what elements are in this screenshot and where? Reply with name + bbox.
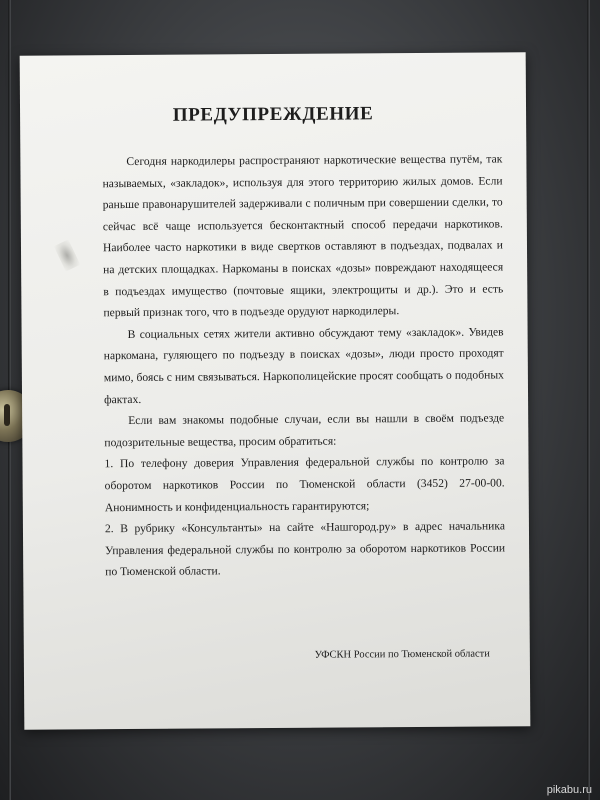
notice-paragraph-2: В социальных сетях жители активно обсуждают тему «закладок». Увидев наркомана, гуляющего по подъезду в поисках «дозы», люди просто проходят мимо, боясь с ним связываться. Наркополицейские просят сообщать о подобных фактах. — [103, 325, 504, 406]
notice-paragraph-1: Сегодня наркодилеры распространяют наркотические вещества путём, так называемых, «закладок», используя для этого территорию жилых домов. Если раньше правонарушителей задерживали с поличным при совершении сделки, то сейчас всё чаще используется бесконтактный способ передачи наркотиков. Наиболее часто наркотики в виде свертков оставляют в подъездах, подвалах и на детских площадках. Наркоманы в поисках «дозы» повреждают находящееся в подъездах имущество (почтовые ящики, электрощиты и др.). Это и есть первый признак того, что в подъезде орудуют наркодилеры. — [102, 152, 504, 320]
paper-stain — [54, 239, 80, 271]
notice-body — [102, 148, 505, 583]
notice-list-item-2: 2. В рубрику «Консультанты» на сайте «Нашгород.ру» в адрес начальника Управления федеральной службы по контролю за оборотом наркотиков России по Тюменской области. — [104, 519, 506, 579]
site-watermark: pikabu.ru — [546, 784, 592, 796]
notice-paragraph-3: Если вам знакомы подобные случаи, если вы нашли в своём подъезде подозрительные вещества, просим обратиться: — [104, 411, 505, 449]
warning-notice-sheet — [20, 52, 531, 730]
notice-list-item-1: 1. По телефону доверия Управления федеральной службы по контролю за оборотом наркотиков России по Тюменской области (3452) 27-00-00. Анонимность и конфиденциальность гарантируются; — [104, 454, 505, 514]
notice-title: ПРЕДУПРЕЖДЕНИЕ — [172, 103, 374, 126]
notice-signature: УФСКН России по Тюменской области — [314, 648, 490, 661]
door-seam-right — [587, 0, 590, 800]
